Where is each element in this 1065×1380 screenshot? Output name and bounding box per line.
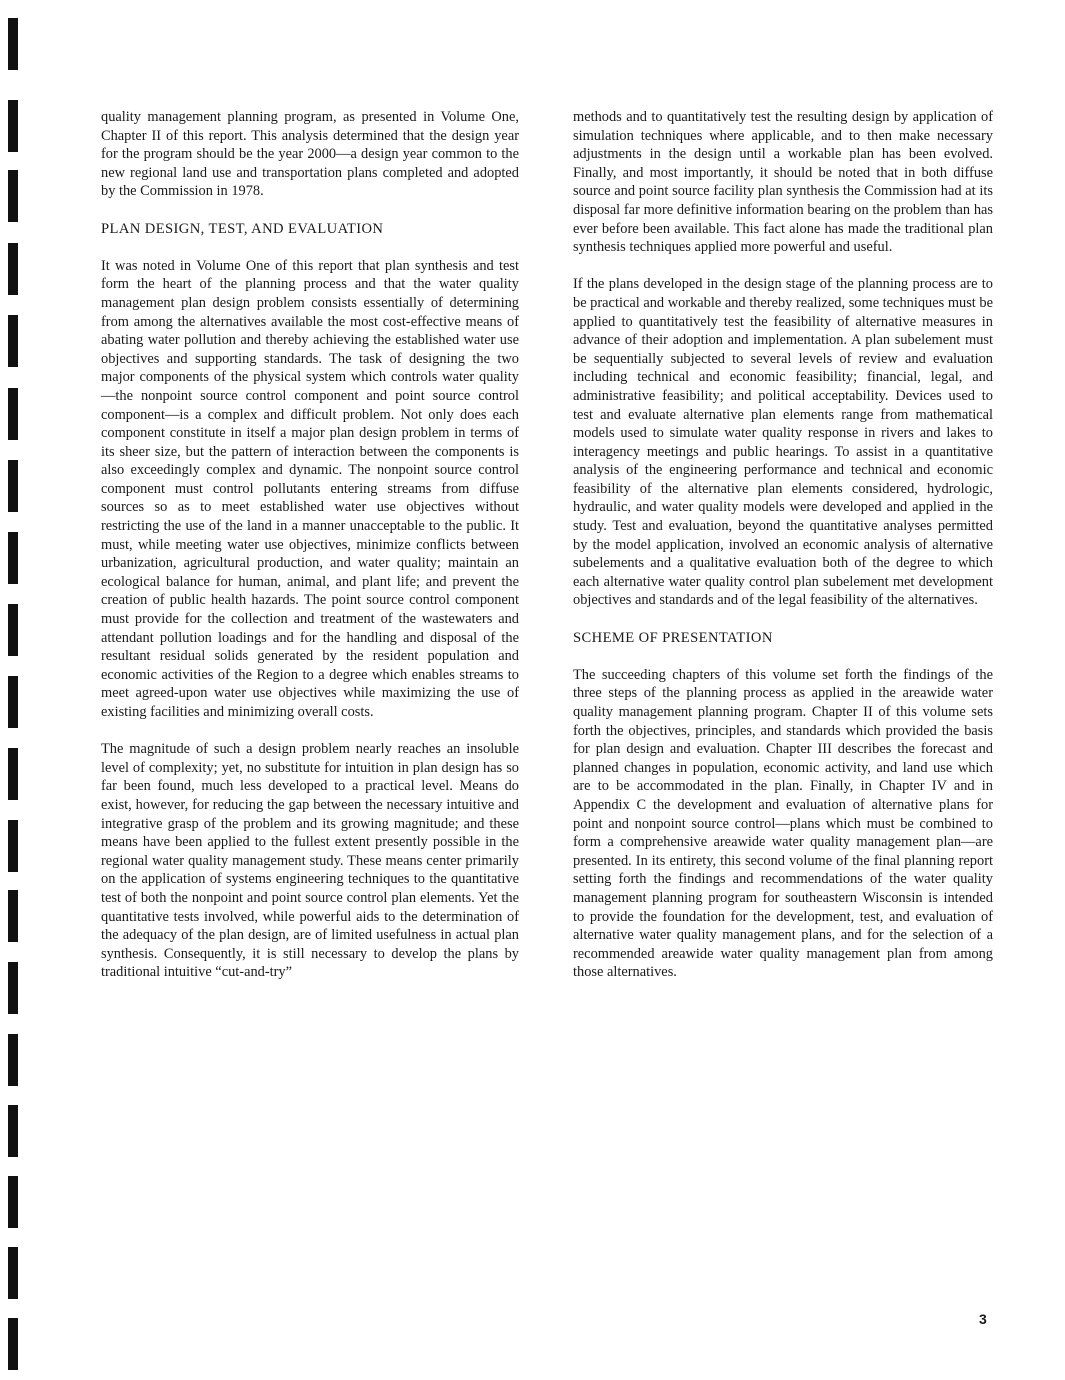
binding-mark — [8, 1247, 18, 1299]
paragraph: The succeeding chapters of this volume set forth the findings of the three steps of the planning process as applied in the areawide water quality management planning program. Chapter II of this volume sets forth the objectives, principles, and standards which provided the basis for plan design and evaluation. Chapter III describes the forecast and planned changes in population, economic activity, and land use which are to be accommodated in the plan. Finally, in Chapter IV and in Appendix C the development and evaluation of alternative plans for point and nonpoint source control—plans which must be combined to form a comprehensive areawide water quality management plan—are presented. In its entirety, this second volume of the final planning report setting forth the findings and recommendations of the water quality management planning program for southeastern Wisconsin is intended to provide the foundation for the development, test, and evaluation of alternative water quality management plans, and for the selection of a recommended areawide water quality management plan from among those alternatives. — [573, 666, 993, 981]
binding-mark — [8, 1034, 18, 1086]
right-column — [573, 108, 993, 1001]
paragraph: The magnitude of such a design problem nearly reaches an insoluble level of complexity; yet, no substitute for intuition in plan design has so far been found, much less developed to a practical level. Means do exist, however, for reducing the gap between the necessary intuitive and integrative grasp of the problem and its growing magnitude; and these means have been applied to the fullest extent presently possible in the regional water quality management study. These means center primarily on the application of systems engineering techniques to the quantitative test of both the nonpoint and point source control plan elements. Yet the quantitative tests involved, while powerful aids to the determination of the adequacy of the plan design, are of limited usefulness in actual plan synthesis. Consequently, it is still necessary to develop the plans by traditional intuitive “cut-and-try” — [101, 741, 519, 981]
section-heading-scheme-of-presentation: SCHEME OF PRESENTATION — [573, 629, 773, 646]
binding-mark — [8, 1176, 18, 1228]
binding-mark — [8, 890, 18, 942]
binding-mark — [8, 100, 18, 152]
binding-mark — [8, 532, 18, 584]
binding-mark — [8, 820, 18, 872]
binding-mark — [8, 676, 18, 728]
binding-mark — [8, 962, 18, 1014]
binding-mark — [8, 315, 18, 367]
paragraph: It was noted in Volume One of this report that plan synthesis and test form the heart of the planning process and that the water quality management plan design problem consists essentially of determining from among the alternatives available the most cost-effective means of abating water pollution and thereby achieving the established water use objectives and supporting standards. The task of designing the two major components of the physical system which controls water quality—the nonpoint source control component and point source control component—is a complex and difficult problem. Not only does each component constitute in itself a major plan design problem in terms of its sheer size, but the pattern of interaction between the components is also exceedingly complex and dynamic. The nonpoint source control component must control pollutants entering streams from diffuse sources so as to meet established water use objectives without restricting the use of the land in a manner unacceptable to the public. It must, while meeting water use objectives, minimize conflicts between urbanization, agricultural production, and water quality; maintain an ecological balance for human, animal, and plant life; and prevent the creation of public health hazards. The point source control component must provide for the collection and treatment of the wastewaters and attendant pollution loadings and for the handling and disposal of the resultant residual solids generated by the resident population and economic activities of the Region to a degree which enables streams to meet agreed-upon water use objectives while maximizing the use of existing facilities and minimizing overall costs. — [101, 257, 519, 720]
left-column — [101, 108, 519, 1001]
binding-mark — [8, 243, 18, 295]
binding-mark — [8, 388, 18, 440]
binding-mark — [8, 1105, 18, 1157]
binding-mark — [8, 170, 18, 222]
page-number: 3 — [979, 1311, 987, 1327]
binding-mark — [8, 604, 18, 656]
binding-mark — [8, 18, 18, 70]
binding-mark — [8, 748, 18, 800]
section-heading-plan-design: PLAN DESIGN, TEST, AND EVALUATION — [101, 220, 384, 237]
paragraph: methods and to quantitatively test the resulting design by application of simulation techniques where applicable, and to then make necessary adjustments in the design until a workable plan has been evolved. Finally, and most importantly, it should be noted that in both diffuse source and point source facility plan synthesis the Commission had at its disposal far more definitive information bearing on the problem than has ever before been available. This fact alone has made the traditional plan synthesis techniques applied more powerful and useful. — [573, 109, 993, 256]
paragraph: If the plans developed in the design stage of the planning process are to be practical and workable and thereby realized, some techniques must be applied to quantitatively test the feasibility of alternative measures in advance of their adoption and implementation. A plan subelement must be sequentially subjected to several levels of review and evaluation including technical and economic feasibility; financial, legal, and administrative feasibility; and political acceptability. Devices used to test and evaluate alternative plan elements range from mathematical models used to simulate water quality response in rivers and lakes to interagency meetings and public hearings. To assist in a quantitative analysis of the engineering performance and technical and economic feasibility of the alternative plan elements considered, hydrologic, hydraulic, and water quality models were developed and applied in the study. Test and evaluation, beyond the quantitative analyses permitted by the model application, involved an economic analysis of alternative subelements and a qualitative evaluation both of the degree to which each alternative water quality control plan subelement met development objectives and standards and of the legal feasibility of the alternatives. — [573, 276, 993, 609]
binding-mark — [8, 1318, 18, 1370]
binding-mark — [8, 460, 18, 512]
binding-holes — [8, 0, 22, 1380]
paragraph: quality management planning program, as presented in Volume One, Chapter II of this report. This analysis determined that the design year for the program should be the year 2000—a design year common to the new regional land use and transportation plans completed and adopted by the Commission in 1978. — [101, 109, 519, 200]
